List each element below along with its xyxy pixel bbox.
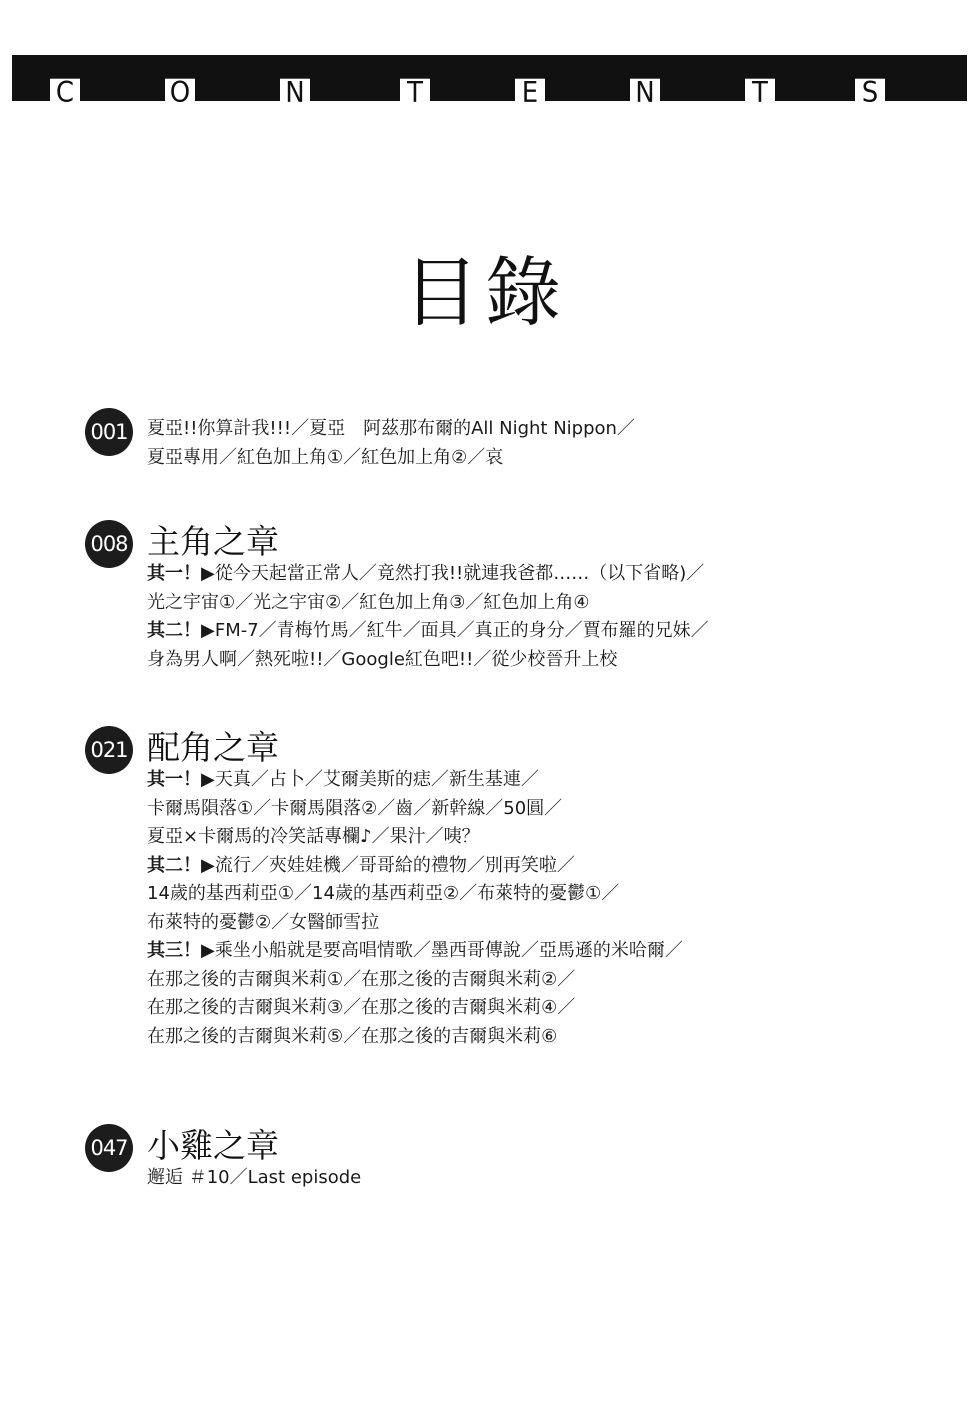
toc-entry-line [147, 823, 683, 852]
toc-entry-line [147, 560, 709, 589]
toc-entry-line [147, 937, 683, 966]
toc-entry-text: 夏亞!!你算計我!!!／夏亞 阿茲那布爾的All Night Nippon／ [147, 418, 635, 439]
banner-letter: E [515, 79, 545, 108]
page-number-badge: 001 [85, 408, 133, 456]
toc-entry-line [147, 617, 709, 646]
toc-entry-line [147, 589, 709, 618]
toc-entry-line [147, 994, 683, 1023]
toc-entry-line [147, 795, 683, 824]
page-number-badge: 008 [85, 520, 133, 568]
toc-entry-lines [147, 1164, 361, 1193]
toc-entry-text: 邂逅 ＃10／Last episode [147, 1167, 362, 1188]
toc-entry-line [147, 646, 709, 675]
toc-entry-line [147, 880, 683, 909]
toc-entry-text: 夏亞專用／紅色加上角①／紅色加上角②／哀 [147, 446, 504, 468]
toc-entry-text: FM-7／青梅竹馬／紅牛／面具／真正的身分／賈布羅的兄妹／ [214, 620, 709, 641]
toc-entry-line [147, 909, 683, 938]
toc-entry-line [147, 415, 635, 444]
toc-entry-line [147, 444, 635, 473]
toc-entry-text: 14歲的基西莉亞①／14歲的基西莉亞②／布萊特的憂鬱①／ [147, 883, 620, 904]
toc-entry-text: 在那之後的吉爾與米莉①／在那之後的吉爾與米莉②／ [147, 968, 576, 990]
toc-part-label: 其一！▶ [147, 769, 215, 790]
toc-entry-text: 從今天起當正常人／竟然打我!!就連我爸都……（以下省略)／ [214, 563, 705, 584]
toc-entry-line [147, 1164, 361, 1193]
page-number-badge: 021 [85, 726, 133, 774]
toc-entry-text: 流行／夾娃娃機／哥哥給的禮物／別再笑啦／ [214, 854, 575, 876]
toc-entry-text: 卡爾馬隕落①／卡爾馬隕落②／齒／新幹線／50圓／ [147, 797, 563, 819]
toc-part-label: 其一！▶ [147, 563, 215, 584]
page-number-badge: 047 [85, 1124, 133, 1172]
toc-entry-text: 光之宇宙①／光之宇宙②／紅色加上角③／紅色加上角④ [147, 591, 590, 613]
chapter-heading: 小雞之章 [147, 1126, 279, 1165]
toc-entry-line [147, 966, 683, 995]
toc-entry-text: 身為男人啊／熱死啦!!／Google紅色吧!!／從少校晉升上校 [147, 648, 618, 670]
toc-part-label: 其三！▶ [147, 940, 215, 961]
banner-letter: T [400, 79, 430, 108]
toc-part-label: 其二！▶ [147, 854, 215, 876]
chapter-heading: 主角之章 [147, 522, 279, 561]
banner-letter: N [630, 79, 660, 108]
toc-entry-lines [147, 560, 709, 674]
chapter-heading: 配角之章 [147, 728, 279, 767]
banner-letter: C [50, 79, 80, 108]
toc-entry-text: 布萊特的憂鬱②／女醫師雪拉 [147, 911, 380, 933]
toc-part-label: 其二！▶ [147, 620, 215, 641]
page-title: 目錄 [403, 248, 567, 337]
toc-entry-lines [147, 766, 683, 1051]
contents-banner-letters [0, 76, 970, 110]
toc-entry-text: 夏亞×卡爾馬的冷笑話專欄♪／果汁／咦？ [147, 826, 480, 847]
toc-entry-line [147, 1023, 683, 1052]
banner-letter: T [745, 79, 775, 108]
toc-entry-line [147, 852, 683, 881]
toc-entry-text: 天真／占卜／艾爾美斯的痣／新生基連／ [214, 769, 539, 790]
toc-entry-line [147, 766, 683, 795]
toc-entry-text: 乘坐小船就是要高唱情歌／墨西哥傳說／亞馬遜的米哈爾／ [214, 940, 683, 961]
banner-letter: S [855, 79, 885, 108]
toc-entry-text: 在那之後的吉爾與米莉③／在那之後的吉爾與米莉④／ [147, 997, 576, 1018]
banner-letter: N [280, 79, 310, 108]
toc-entry-text: 在那之後的吉爾與米莉⑤／在那之後的吉爾與米莉⑥ [147, 1025, 558, 1047]
banner-letter: O [165, 79, 195, 108]
toc-entry-lines [147, 415, 635, 472]
